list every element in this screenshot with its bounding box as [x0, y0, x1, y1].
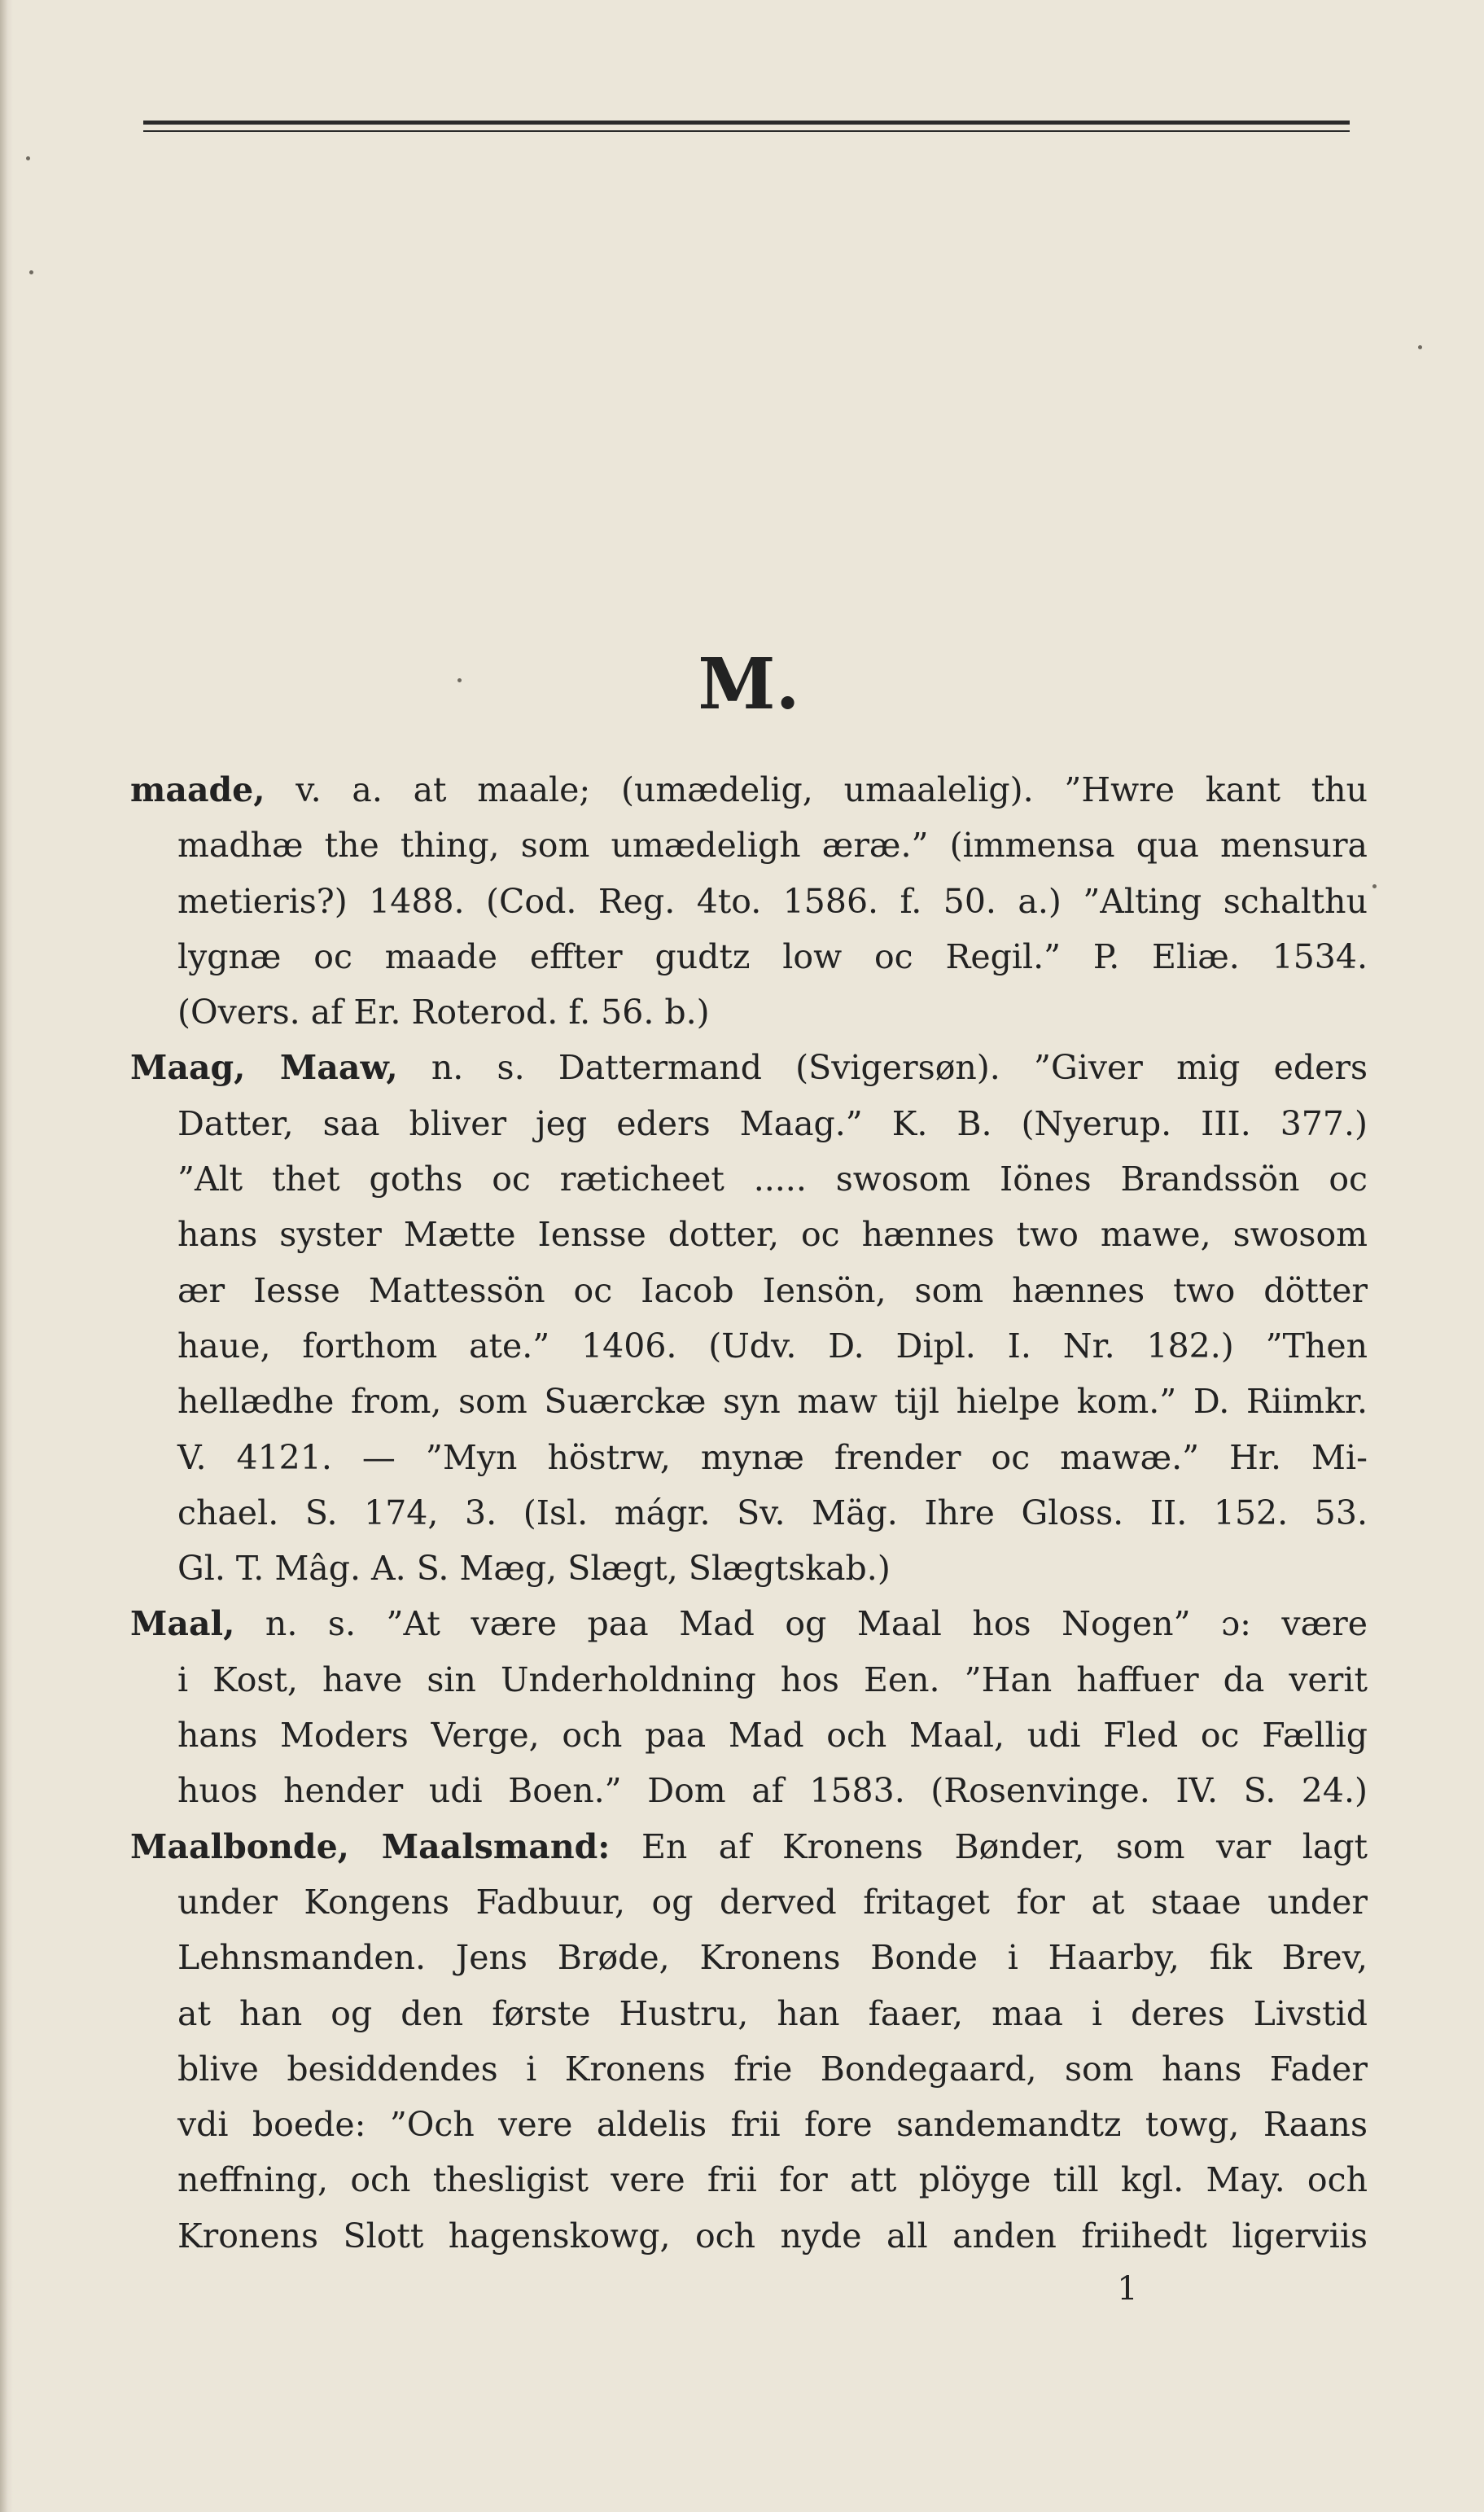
- text-line: [130, 762, 1368, 818]
- paper-speck: [26, 156, 30, 160]
- line-text: ær Iesse Mattessön oc Iacob Iensön, som hænnes two dötter: [177, 1270, 1368, 1310]
- text-line: [130, 984, 1368, 1040]
- text-line: [130, 1318, 1368, 1374]
- line-text: metieris?) 1488. (Cod. Reg. 4to. 1586. f. 50. a.) ”Alting schalthu: [177, 881, 1368, 921]
- line-text: Datter, saa bliver jeg eders Maag.” K. B. (Nyerup. III. 377.): [177, 1103, 1368, 1143]
- line-text: ”Alt thet goths oc ræticheet ..... swosom Iönes Brandssön oc: [177, 1160, 1368, 1199]
- page-number: 1: [1117, 2270, 1138, 2308]
- line-text: v. a. at maale; (umædelig, umaalelig). ”Hwre kant thu: [265, 770, 1368, 809]
- text-line: [130, 1930, 1368, 1985]
- text-line: [130, 1040, 1368, 1095]
- text-line: [130, 1430, 1368, 1485]
- text-line: [130, 1708, 1368, 1763]
- text-line: [130, 2041, 1368, 2097]
- line-text: lygnæ oc maade effter gudtz low oc Regil.” P. Eliæ. 1534.: [177, 936, 1368, 976]
- line-text: n. s. ”At være paa Mad og Maal hos Nogen” ɔ: være: [234, 1604, 1368, 1644]
- line-text: V. 4121. — ”Myn höstrw, mynæ frender oc mawæ.” Hr. Mi-: [177, 1437, 1368, 1477]
- text-line: [130, 1819, 1368, 1874]
- line-text: hans Moders Verge, och paa Mad och Maal, udi Fled oc Fællig: [177, 1716, 1368, 1756]
- text-line: [130, 1986, 1368, 2041]
- line-text: huos hender udi Boen.” Dom af 1583. (Rosenvinge. IV. S. 24.): [177, 1771, 1368, 1811]
- headword: maade,: [130, 770, 265, 809]
- line-text: under Kongens Fadbuur, og derved fritaget for at staae under: [177, 1882, 1368, 1922]
- line-text: hellædhe from, som Suærckæ syn maw tijl hielpe kom.” D. Riimkr.: [177, 1382, 1368, 1422]
- text-line: [130, 2208, 1368, 2264]
- text-line: [130, 1374, 1368, 1429]
- line-text: at han og den første Hustru, han faaer, maa i deres Livstid: [177, 1993, 1368, 2033]
- line-text: En af Kronens Bønder, som var lagt: [610, 1826, 1368, 1866]
- line-text: chael. S. 174, 3. (Isl. mágr. Sv. Mäg. Ihre Gloss. II. 152. 53.: [177, 1493, 1368, 1532]
- paper-speck: [29, 270, 33, 274]
- text-line: [130, 1096, 1368, 1151]
- text-line: [130, 1763, 1368, 1818]
- line-text: Kronens Slott hagenskowg, och nyde all anden friihedt ligerviis: [177, 2216, 1368, 2256]
- text-line: [130, 1207, 1368, 1262]
- line-text: blive besiddendes i Kronens frie Bondegaard, som hans Fader: [177, 2049, 1368, 2089]
- text-line: [130, 2152, 1368, 2207]
- text-line: [130, 818, 1368, 873]
- line-text: (Overs. af Er. Roterod. f. 56. b.): [177, 993, 710, 1032]
- line-text: haue, forthom ate.” 1406. (Udv. D. Dipl. I. Nr. 182.) ”Then: [177, 1326, 1368, 1366]
- text-line: [130, 874, 1368, 929]
- paper-speck: [457, 678, 462, 682]
- line-text: madhæ the thing, som umædeligh æræ.” (immensa qua mensura: [177, 826, 1368, 866]
- text-line: [130, 1263, 1368, 1318]
- text-line: [130, 1485, 1368, 1541]
- line-text: Gl. T. Mâg. A. S. Mæg, Slægt, Slægtskab.): [177, 1549, 891, 1589]
- line-text: i Kost, have sin Underholdning hos Een. ”Han haffuer da verit: [177, 1659, 1368, 1699]
- dictionary-entries: [130, 762, 1368, 2264]
- headword: Maag, Maaw,: [130, 1048, 398, 1088]
- paper-speck: [1418, 345, 1422, 349]
- text-line: [130, 1652, 1368, 1708]
- line-text: Lehnsmanden. Jens Brøde, Kronens Bonde i Haarby, fik Brev,: [177, 1938, 1368, 1978]
- line-text: n. s. Dattermand (Svigersøn). ”Giver mig eders: [397, 1048, 1368, 1088]
- text-line: [130, 2097, 1368, 2152]
- text-line: [130, 1596, 1368, 1651]
- text-line: [130, 929, 1368, 984]
- top-rule: [143, 121, 1350, 125]
- section-heading: M.: [698, 643, 800, 726]
- headword: Maal,: [130, 1604, 235, 1644]
- page-edge-shadow: [0, 0, 13, 2512]
- headword: Maalbonde, Maalsmand:: [130, 1826, 611, 1866]
- text-line: [130, 1151, 1368, 1207]
- paper-speck: [1372, 884, 1377, 888]
- line-text: vdi boede: ”Och vere aldelis frii fore sandemandtz towg, Raans: [177, 2105, 1368, 2145]
- text-line: [130, 1541, 1368, 1596]
- line-text: neffning, och thesligist vere frii for att plöyge till kgl. May. och: [177, 2160, 1368, 2200]
- top-rule-thin: [143, 130, 1350, 132]
- text-line: [130, 1874, 1368, 1930]
- line-text: hans syster Mætte Iensse dotter, oc hænnes two mawe, swosom: [177, 1215, 1368, 1255]
